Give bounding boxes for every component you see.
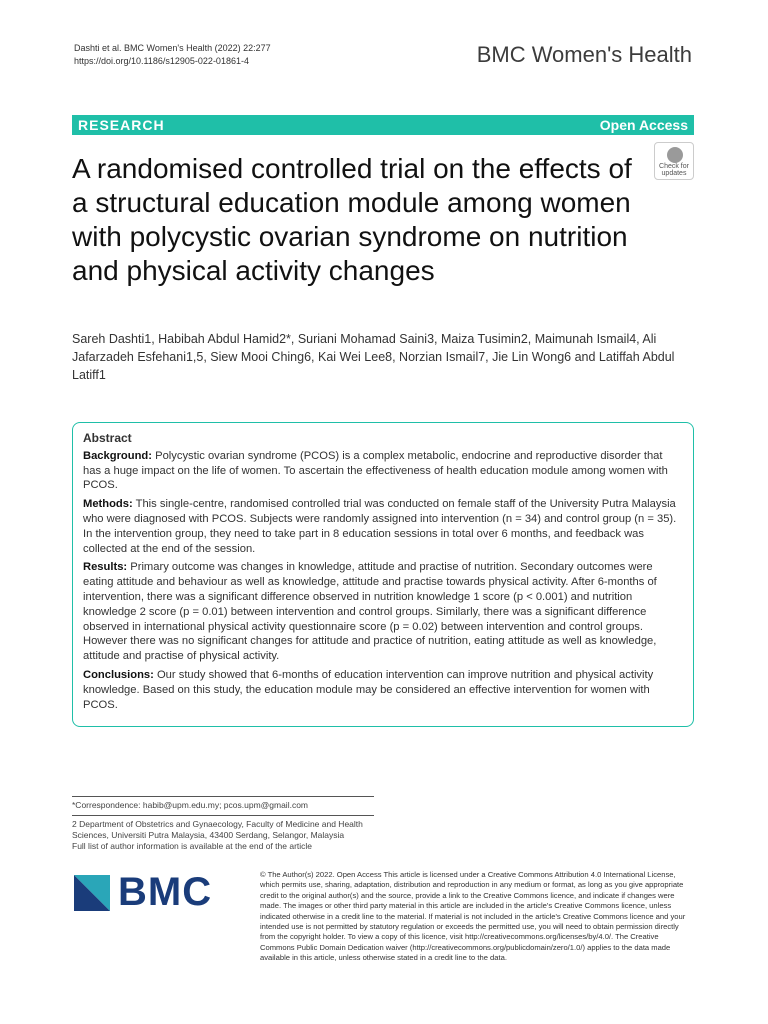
affiliation-footnote: 2 Department of Obstetrics and Gynaecology, Faculty of Medicine and Health Sciences, Universiti Putra Malaysia, 43400 Serdang, Selangor, Malaysia [72,815,374,841]
citation-line: Dashti et al. BMC Women's Health (2022) 22:277 [74,43,271,53]
abstract-conclusions: Conclusions: Our study showed that 6-months of education intervention can improve nutrition and physical activity knowledge. Based on this study, the education module may be considered an effective intervention for women with PCOS. [83,668,654,711]
bmc-logo-icon [74,875,110,911]
author-list: Sareh Dashti1, Habibah Abdul Hamid2*, Suriani Mohamad Saini3, Maiza Tusimin2, Maimunah Ismail4, Ali Jafarzadeh Esfehani1,5, Siew Mooi Ching6, Kai Wei Lee8, Norzian Ismail7, Jie Lin Wong6 and Latiffah Abdul Latiff1 [72,332,675,382]
abstract-background: Background: Polycystic ovarian syndrome (PCOS) is a complex metabolic, endocrine and reproductive disorder that has a huge impact on the life of women. To ascertain the effectiveness of health education module among women with PCOS. [83,449,668,492]
doi-link[interactable]: https://doi.org/10.1186/s12905-022-01861-4 [74,56,249,66]
crossmark-icon [667,147,683,163]
abstract-heading: Abstract [83,431,132,445]
abstract-results: Results: Primary outcome was changes in knowledge, attitude and practise of nutrition. Secondary outcomes were eating attitude and behaviour as well as knowledge, attitude and practise towards physical activity. After 6-months of intervention, there was a significant difference observed in nutrition knowledge 1 score (p < 0.001) and nutrition knowledge 2 score (p = 0.01) between intervention and control groups. Similarly, there was a significant difference observed in international physical activity questionnaire score (p = 0.02) between intervention and control groups. However there was no significant changes for attitude and practice of nutrition, eating attitude as well as knowledge, attitude and practise of physical activity. [83,561,657,663]
abstract-methods: Methods: This single-centre, randomised controlled trial was conducted on female staff of the University Putra Malaysia who were diagnosed with PCOS. Subjects were randomly assigned into intervention (n = 34) and control group (n = 35). In the intervention group, they need to take part in 8 education sessions in total over 6 months, and feedback was collected at the end of the session. [83,498,677,555]
research-banner [72,115,694,135]
citation-header [74,42,271,68]
bmc-logo [74,870,212,915]
check-for-updates-badge[interactable] [654,142,694,180]
correspondence-footnote [72,796,374,852]
article-title: A randomised controlled trial on the effects of a structural education module among women with polycystic ovarian syndrome on nutrition and physical activity changes [72,153,632,286]
check-for-updates-label: Check for updates [659,163,689,177]
author-info-note: Full list of author information is available at the end of the article [72,841,313,851]
article-type-label: RESEARCH [78,117,165,133]
journal-name: BMC Women's Health [476,42,692,67]
open-access-label: Open Access [599,117,688,133]
bmc-logo-text: BMC [118,870,213,914]
correspondence-line: *Correspondence: habib@upm.edu.my; pcos.upm@gmail.com [72,800,309,810]
abstract-box [72,422,694,727]
license-text: © The Author(s) 2022. Open Access This article is licensed under a Creative Commons Attribution 4.0 International License, which permits use, sharing, adaptation, distribution and reproduction in any medium or format, as long as you give appropriate credit to the original author(s) and the source, provide a link to the Creative Commons licence, and indicate if changes were made. The images or other third party material in this article are included in the article's Creative Commons licence, unless indicated otherwise in a credit line to the material. If material is not included in the article's Creative Commons licence and your intended use is not permitted by statutory regulation or exceeds the permitted use, you will need to obtain permission directly from the copyright holder. To view a copy of this licence, visit http://creativecommons.org/licenses/by/4.0/. The Creative Commons Public Domain Dedication waiver (http://creativecommons.org/publicdomain/zero/1.0/) applies to the data made available in this article, unless otherwise stated in a credit line to the data. [260,870,686,963]
